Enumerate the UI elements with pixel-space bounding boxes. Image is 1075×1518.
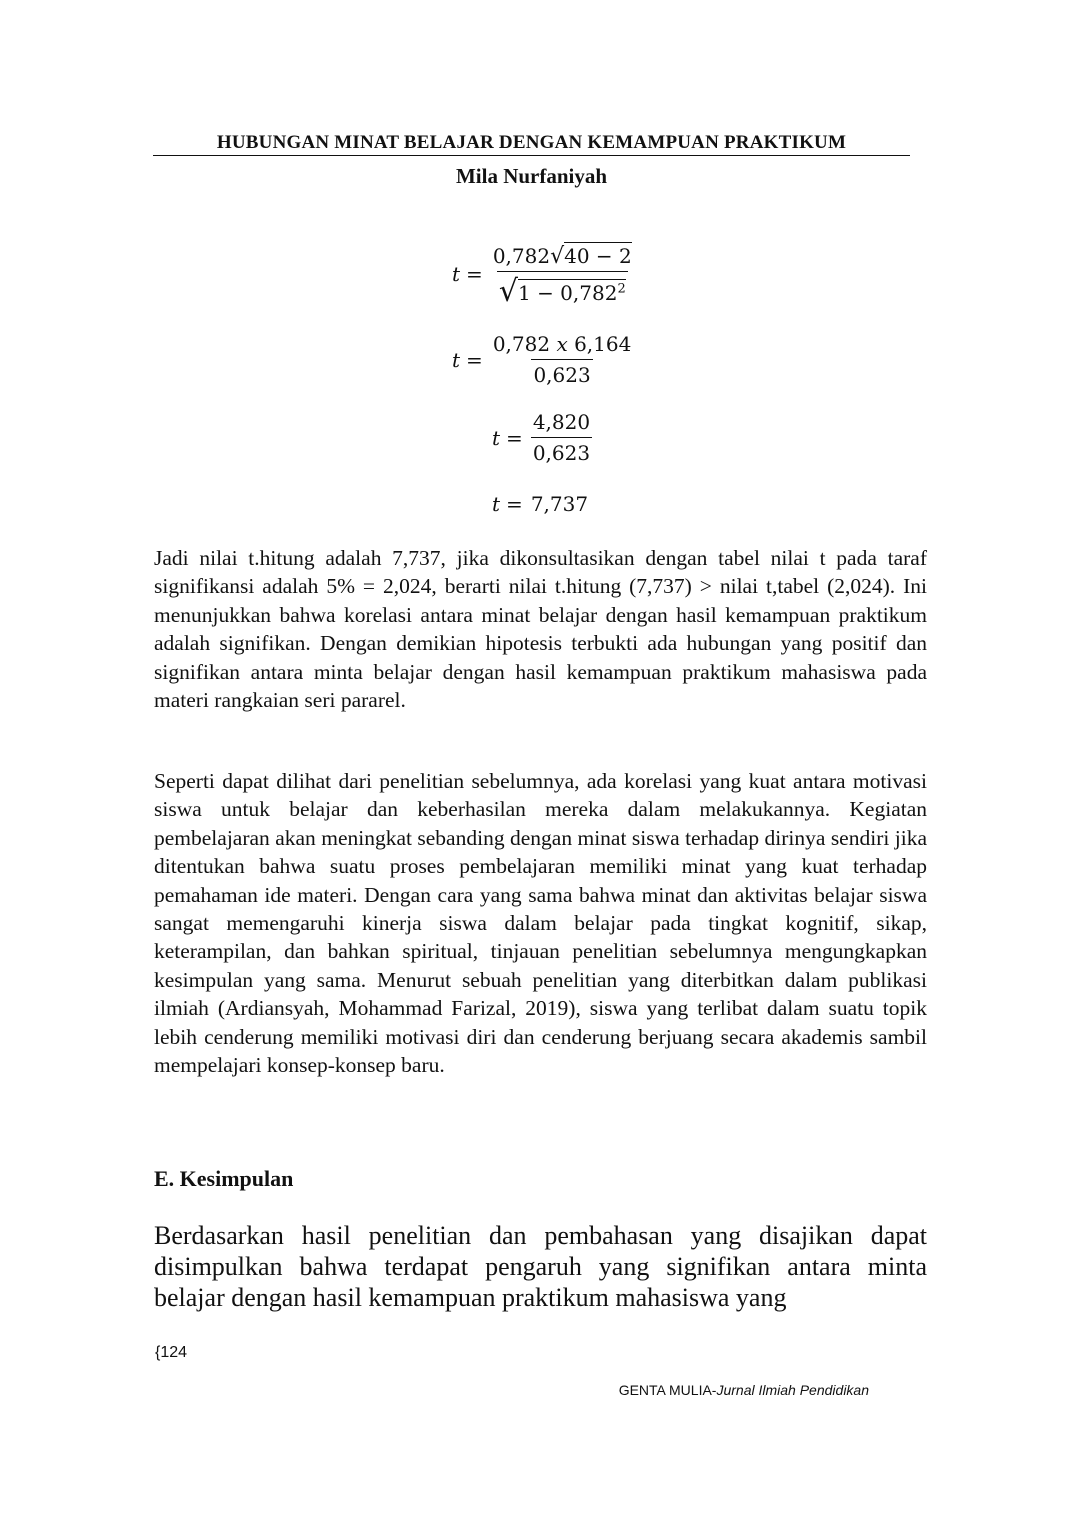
section-heading: E. Kesimpulan — [154, 1166, 294, 1191]
denominator: 0,623 — [531, 437, 592, 465]
denominator — [497, 271, 628, 309]
eq-sign: = — [466, 347, 483, 372]
radicand — [518, 279, 626, 305]
numerator — [491, 332, 634, 359]
paragraph-discussion: Seperti dapat dilihat dari penelitian sebelumnya, ada korelasi yang kuat antara motivasi siswa untuk belajar dan keberhasilan mereka dalam melakukannya. Kegiatan pembelajaran akan meningkat sebanding dengan minat siswa terhadap dirinya sendiri jika ditentukan bahwa suatu proses pembelajaran memiliki minat yang kuat terhadap pemahaman ide materi. Dengan cara yang sama bahwa minat dan aktivitas belajar siswa sangat memengaruhi kinerja siswa dalam belajar pada tingkat kognitif, sikap, keterampilan, dan bahkan spiritual, tinjauan penelitian sebelumnya mengungkapkan kesimpulan yang sama. Menurut sebuah penelitian yang diterbitkan dalam publikasi ilmiah (Ardiansyah, Mohammad Farizal, 2019), siswa yang terlibat dalam suatu topik lebih cenderung memiliki motivasi diri dan cenderung berjuang secara akademis sambil mempelajari konsep-konsep baru. — [154, 769, 927, 1078]
eq-sign: = — [506, 425, 523, 450]
journal-subtitle: Jurnal Ilmiah Pendidikan — [716, 1382, 869, 1398]
fraction — [531, 410, 592, 465]
radicand: 40 − 2 — [564, 244, 632, 268]
journal-name: GENTA MULIA- — [618, 1382, 717, 1398]
eq-variable: t — [452, 261, 461, 286]
numerator — [491, 242, 634, 271]
eq-sign: = — [466, 261, 483, 286]
running-header-title: HUBUNGAN MINAT BELAJAR DENGAN KEMAMPUAN PRAKTIKUM — [216, 132, 847, 153]
equation-3 — [492, 410, 592, 465]
radical-sign: √ — [550, 244, 565, 269]
radical-sign: √ — [498, 274, 518, 309]
coefficient: 0,782 — [492, 244, 551, 268]
eq-sign: = — [506, 492, 523, 516]
header-rule — [153, 155, 910, 156]
operand-a: 0,782 — [492, 332, 551, 356]
equation-1 — [452, 242, 634, 309]
eq-result: 7,737 — [530, 492, 589, 516]
fraction — [491, 332, 634, 387]
page-number: {124 — [155, 1344, 188, 1361]
equation-2 — [452, 332, 633, 387]
author-name: Mila Nurfaniyah — [455, 164, 608, 188]
radicand-base: 1 − 0,782 — [517, 281, 618, 305]
paragraph-result: Jadi nilai t.hitung adalah 7,737, jika dikonsultasikan dengan tabel nilai t pada taraf signifikansi adalah 5% = 2,024, berarti nilai t.hitung (7,737) > nilai t,tabel (2,024). Ini menunjukkan bahwa korelasi antara minat belajar dengan hasil kemampuan praktikum adalah signifikan. Dengan demikian hipotesis terbukti ada hubungan yang positif dan signifikan antara minta belajar dengan hasil kemampuan praktikum mahasiswa pada materi rangkaian seri pararel. — [154, 546, 927, 713]
eq-variable: t — [492, 425, 501, 450]
operand-b: 6,164 — [574, 332, 632, 356]
square-root — [498, 274, 626, 309]
denominator: 0,623 — [531, 359, 592, 387]
eq-variable: t — [492, 492, 501, 516]
fraction — [491, 242, 634, 309]
eq-variable: t — [452, 347, 461, 372]
paragraph-conclusion: Berdasarkan hasil penelitian dan pembahasan yang disajikan dapat disimpulkan bahwa terdapat pengaruh yang signifikan antara minta belajar dengan hasil kemampuan praktikum mahasiswa yang — [154, 1221, 927, 1312]
numerator: 4,820 — [532, 410, 591, 434]
exponent: 2 — [617, 281, 626, 297]
multiply-operator: x — [556, 332, 568, 356]
equation-4 — [492, 492, 588, 516]
journal-footer — [619, 1382, 869, 1398]
square-root — [550, 242, 632, 268]
